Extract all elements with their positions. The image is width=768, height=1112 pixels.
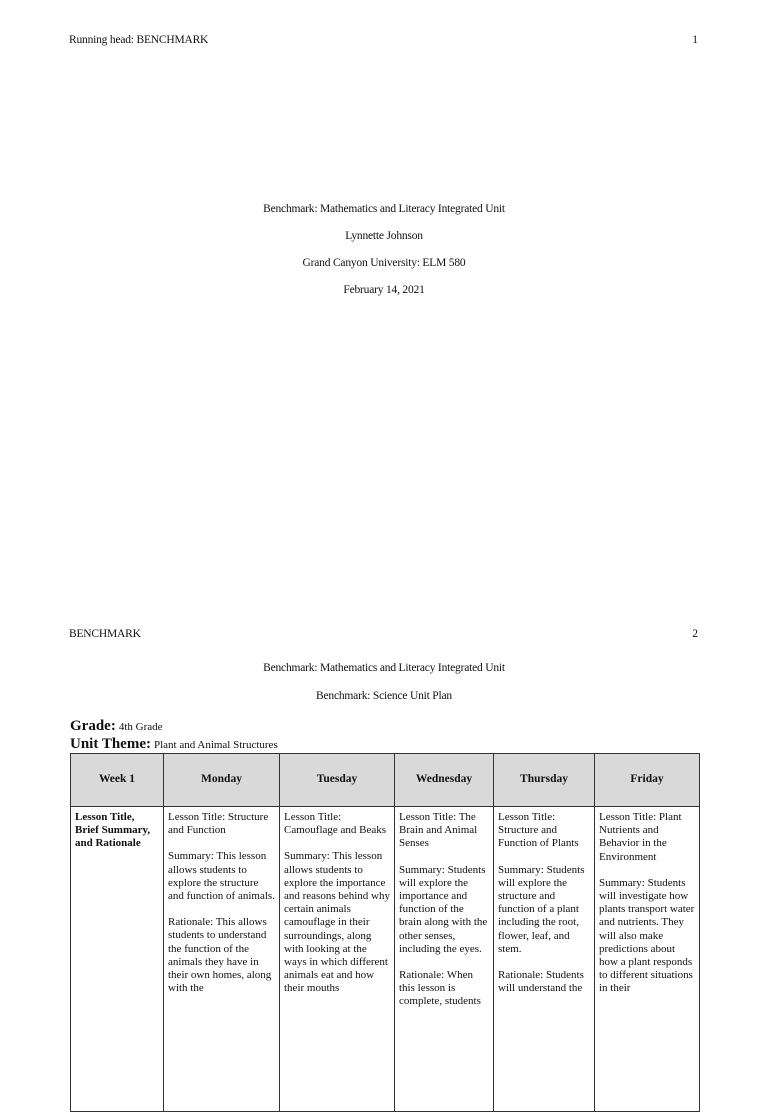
header-friday: Friday [595, 754, 700, 807]
tuesday-cell [280, 807, 395, 1112]
running-head: BENCHMARK [69, 628, 141, 640]
document-title: Benchmark: Mathematics and Literacy Integrated Unit [263, 662, 505, 674]
lesson-title: Lesson Title: Structure and Function of Plants [498, 811, 579, 850]
page-number: 1 [692, 34, 698, 46]
friday-cell [595, 807, 700, 1112]
lesson-rationale: Rationale: This allows students to understand the function of the animals they have in their own homes, along with the [168, 916, 272, 995]
monday-cell [164, 807, 280, 1112]
unit-plan-page [0, 598, 768, 1024]
running-head: Running head: BENCHMARK [69, 34, 209, 46]
lesson-summary: Summary: This lesson allows students to explore the structure and function of animals. [168, 850, 275, 903]
lesson-rationale: Rationale: Students will understand the [498, 969, 584, 995]
header-wednesday: Wednesday [395, 754, 494, 807]
table-header-row [71, 754, 700, 807]
lesson-summary: Summary: This lesson allows students to explore the importance and reasons behind why certain animals camouflage in their surroundings, along with looking at the ways in which different animals eat and how their mouths [284, 850, 391, 995]
lesson-title: Lesson Title: The Brain and Animal Senses [399, 811, 478, 850]
lesson-summary: Summary: Students will explore the importance and function of the brain along with the other senses, including the eyes. [399, 863, 488, 955]
lesson-title: Lesson Title: Plant Nutrients and Behavior in the Environment [599, 811, 682, 863]
lesson-title: Lesson Title: Structure and Function [168, 811, 269, 837]
unit-plan-table [70, 753, 700, 1112]
unit-theme-label: Unit Theme: [70, 736, 151, 752]
header-week: Week 1 [71, 754, 164, 807]
institution: Grand Canyon University: ELM 580 [302, 257, 466, 269]
unit-theme-line [70, 735, 278, 753]
grade-value: 4th Grade [118, 721, 163, 733]
lesson-title: Lesson Title: Camouflage and Beaks [284, 811, 387, 837]
document-title: Benchmark: Mathematics and Literacy Integrated Unit [263, 203, 505, 215]
lesson-summary: Summary: Students will explore the structure and function of a plant including the root, flower, leaf, and stem. [498, 863, 585, 955]
header-thursday: Thursday [494, 754, 595, 807]
author-name: Lynnette Johnson [345, 230, 423, 242]
table-row [71, 807, 700, 1112]
row-header: Lesson Title, Brief Summary, and Rationale [71, 807, 164, 1112]
grade-line [70, 717, 163, 735]
header-tuesday: Tuesday [280, 754, 395, 807]
wednesday-cell [395, 807, 494, 1112]
document-subtitle: Benchmark: Science Unit Plan [316, 690, 452, 702]
header-monday: Monday [164, 754, 280, 807]
page-number: 2 [692, 628, 698, 640]
unit-theme-value: Plant and Animal Structures [153, 739, 278, 751]
thursday-cell [494, 807, 595, 1112]
lesson-summary: Summary: Students will investigate how plants transport water and nutrients. They will also make predictions about how a plant responds to different situations in their [599, 876, 695, 995]
document-date: February 14, 2021 [343, 284, 425, 296]
grade-label: Grade: [70, 718, 116, 734]
lesson-rationale: Rationale: When this lesson is complete, students [399, 969, 481, 1008]
